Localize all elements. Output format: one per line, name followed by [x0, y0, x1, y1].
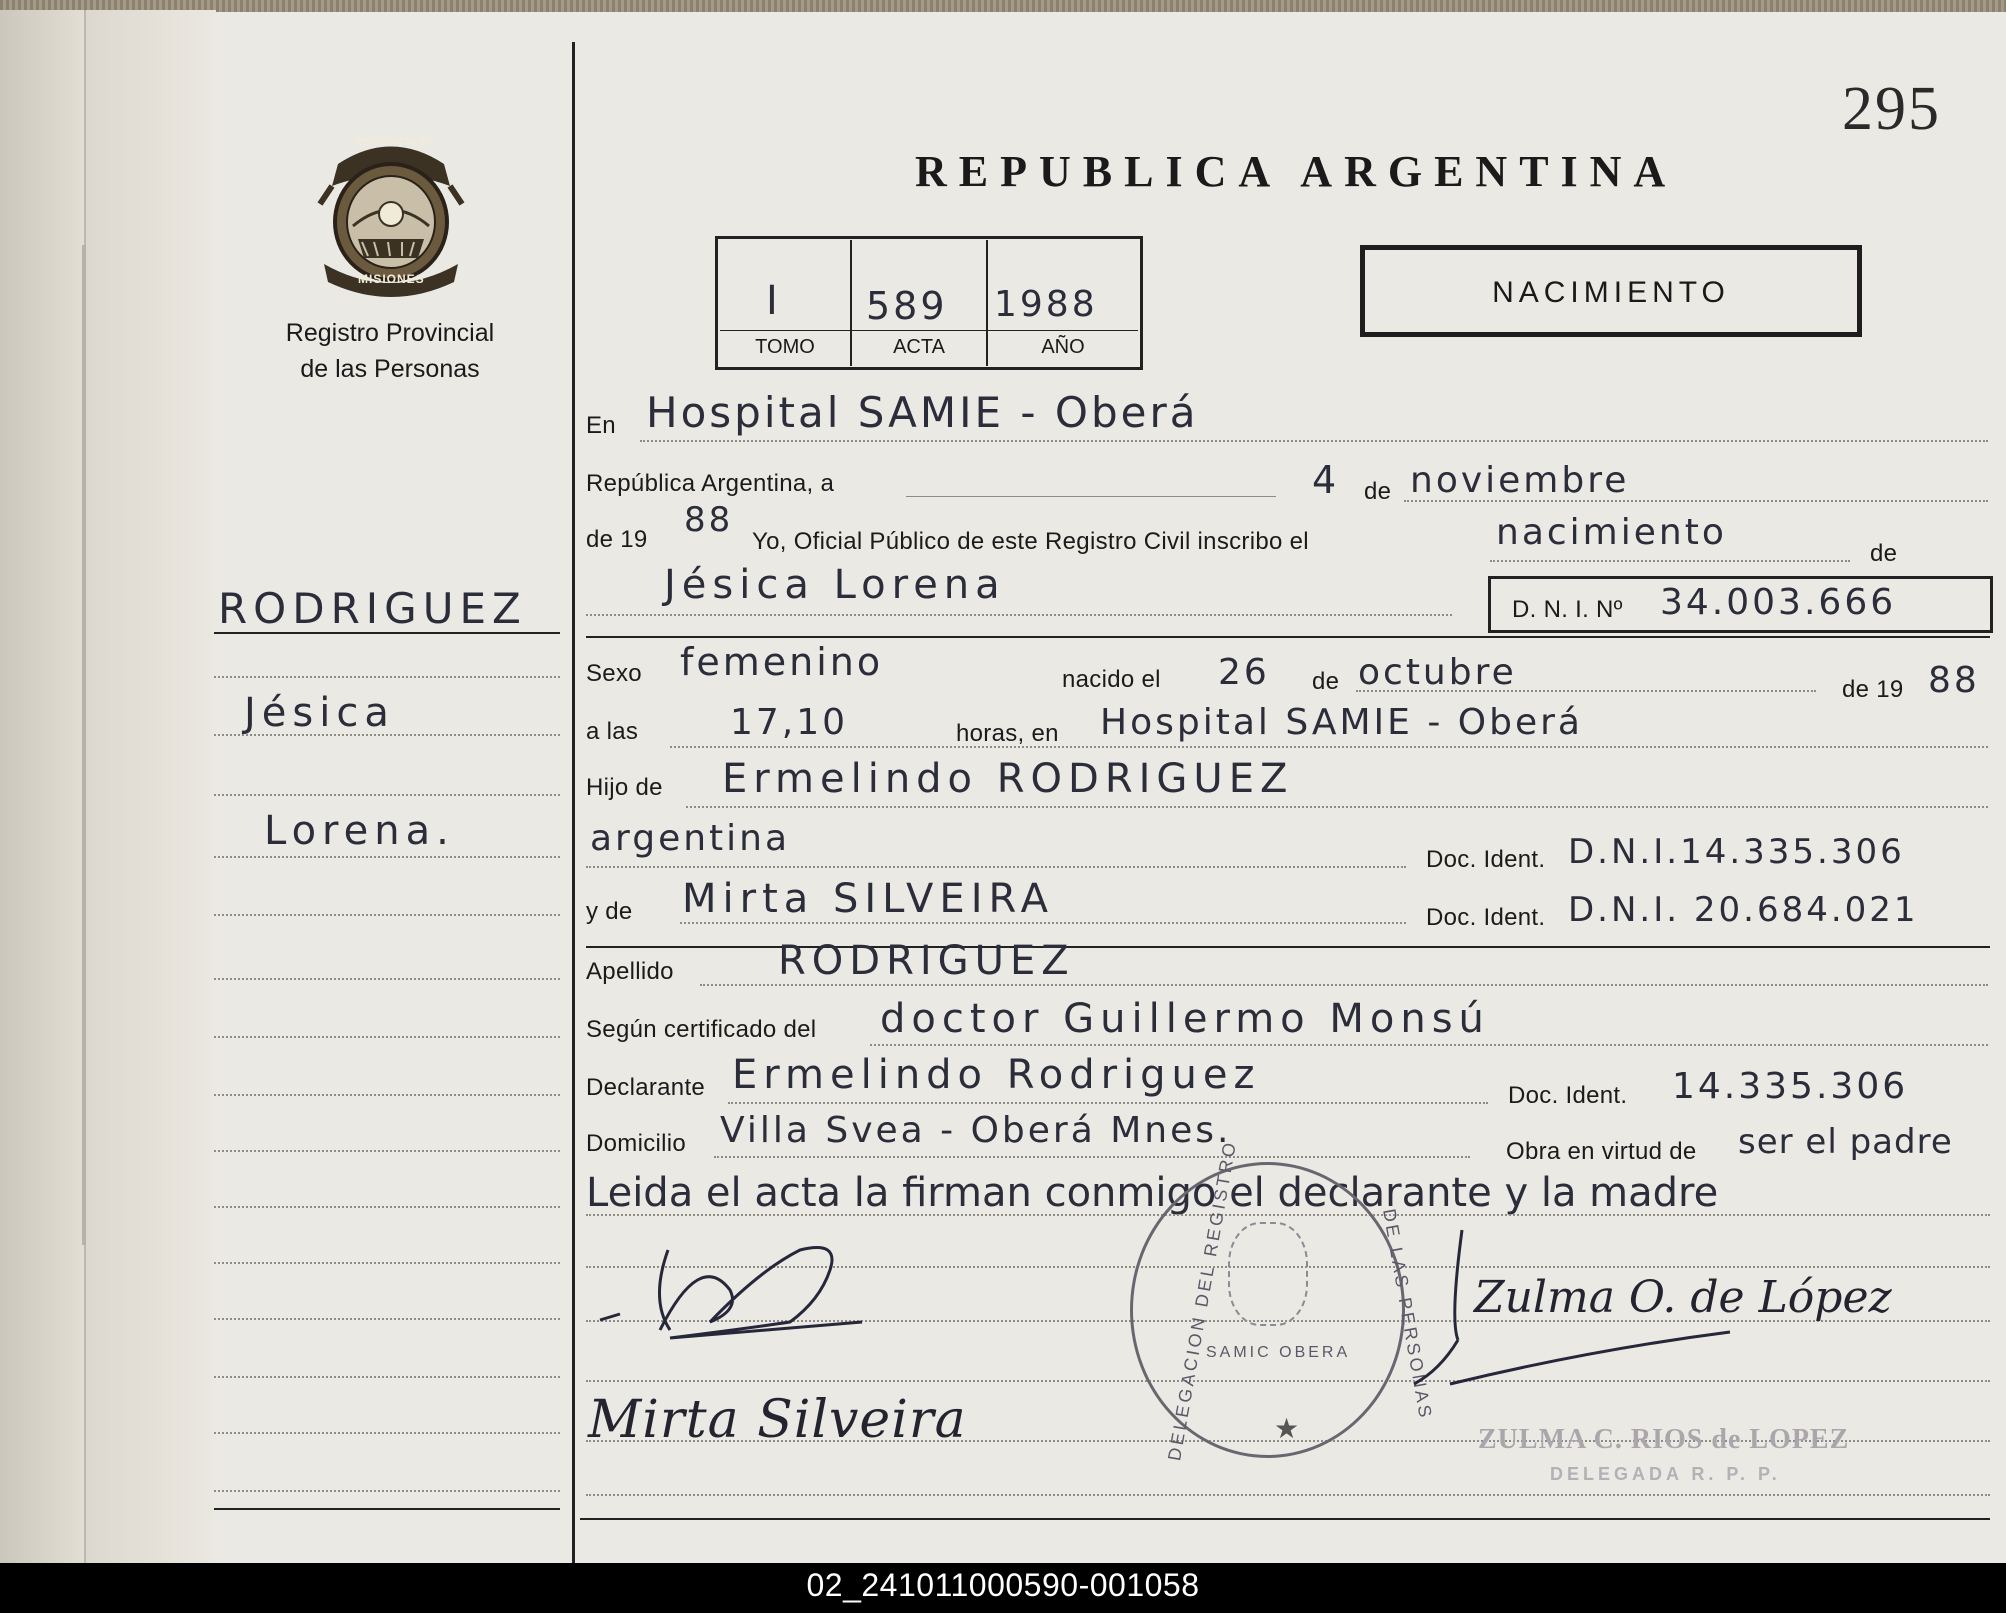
field-mes-nacimiento: octubre [1358, 652, 1517, 693]
field-sexo: femenino [680, 640, 884, 684]
label-domicilio: Domicilio [586, 1130, 687, 1157]
line-domicilio [714, 1156, 1470, 1158]
column-divider [572, 42, 575, 1563]
tomo-label: TOMO [755, 336, 815, 358]
field-leida-acta: Leida el acta la firman conmigo el declarante y la madre [586, 1170, 1719, 1216]
left-page [0, 10, 84, 1563]
margin-surname: RODRIGUEZ [218, 584, 527, 633]
field-nombre: Jésica Lorena [664, 562, 1006, 608]
label-nacido: nacido el [1062, 666, 1161, 693]
registry-line-1: Registro Provincial [285, 319, 495, 347]
tomo-value: I [766, 278, 781, 324]
line-padre [686, 806, 1988, 808]
label-de-1: de [1364, 478, 1392, 505]
delegate-name: ZULMA C. RIOS de LOPEZ [1478, 1424, 1850, 1455]
rule-after-name [586, 636, 1990, 638]
registry-line-2: de las Personas [300, 355, 480, 383]
stamp-text-left: DELEGACION DEL REGISTRO [1164, 1138, 1241, 1463]
page-number: 295 [1842, 75, 1941, 143]
label-horas-en: horas, en [956, 720, 1059, 747]
label-doc-ident-1: Doc. Ident. [1426, 846, 1546, 873]
line-apellido [700, 984, 1988, 986]
margin-name-2: Lorena. [264, 808, 455, 854]
field-dni: 34.003.666 [1660, 582, 1897, 623]
label-de-19: de 19 [586, 526, 648, 553]
label-yo-oficial: Yo, Oficial Público de este Registro Civil inscribo el [752, 528, 1309, 555]
margin-rule [214, 632, 560, 634]
line-mes [1404, 500, 1988, 502]
field-hora: 17,10 [730, 702, 849, 743]
field-doc-padre: D.N.I.14.335.306 [1568, 832, 1905, 872]
blank-line [586, 1494, 1990, 1496]
anio-value: 1988 [994, 284, 1098, 325]
margin-bottom-rule [214, 1508, 560, 1510]
margin-line [214, 794, 560, 796]
file-code-footer: 02_241011000590-001058 [0, 1563, 2006, 1613]
label-obra-en-virtud: Obra en virtud de [1506, 1138, 1697, 1165]
acta-label: ACTA [893, 336, 945, 358]
seal-bottom-text: MISIONES [358, 272, 425, 286]
label-en: En [586, 412, 616, 439]
line-mes-nac [1356, 690, 1816, 692]
field-nacionalidad: argentina [590, 818, 791, 859]
field-certificado: doctor Guillermo Monsú [880, 996, 1490, 1042]
margin-line [214, 676, 560, 678]
label-doc-ident-2: Doc. Ident. [1426, 904, 1546, 931]
label-de-3: de [1312, 668, 1340, 695]
field-obra: ser el padre [1738, 1122, 1953, 1162]
field-dia-inscripcion: 4 [1312, 458, 1340, 502]
field-inscribe: nacimiento [1496, 512, 1727, 553]
margin-line [214, 978, 560, 980]
label-de-19-b: de 19 [1842, 676, 1904, 703]
line-nacionalidad [586, 866, 1406, 868]
field-dia-nacimiento: 26 [1218, 652, 1270, 693]
seal-top-text: PROVINCIA DE [356, 136, 436, 148]
stamp-text-right: DE LAS PERSONAS [1379, 1207, 1436, 1422]
margin-line [214, 1036, 560, 1038]
line-en [640, 440, 1988, 442]
line-declarante [728, 1102, 1488, 1104]
label-a-las: a las [586, 718, 639, 745]
field-madre: Mirta SILVEIRA [682, 876, 1055, 922]
margin-line [214, 856, 560, 858]
label-dni: D. N. I. Nº [1512, 596, 1623, 623]
label-segun-certificado: Según certificado del [586, 1016, 817, 1043]
field-apellido: RODRIGUEZ [778, 938, 1075, 984]
mother-signature: Mirta Silveira [588, 1390, 967, 1450]
label-republica: República Argentina, a [586, 470, 835, 497]
line-certificado [870, 1044, 1988, 1046]
page-title: REPUBLICA ARGENTINA [915, 147, 1678, 196]
margin-line [214, 1432, 560, 1434]
margin-line [214, 1376, 560, 1378]
margin-line [214, 734, 560, 736]
margin-line [214, 1150, 560, 1152]
label-declarante: Declarante [586, 1074, 706, 1101]
box-rule [720, 330, 1138, 331]
field-declarante: Ermelindo Rodriguez [732, 1052, 1261, 1098]
delegate-role: DELEGADA R. P. P. [1550, 1464, 1781, 1484]
margin-line [214, 1094, 560, 1096]
line-republica [906, 496, 1276, 497]
line-lugar-nac [670, 746, 1988, 748]
margin-line [214, 1262, 560, 1264]
bottom-rule [580, 1518, 1990, 1520]
stamp-emblem-icon [1228, 1222, 1308, 1326]
field-mes-inscripcion: noviembre [1410, 460, 1630, 501]
anio-label: AÑO [1041, 336, 1085, 358]
line-nombre [586, 614, 1452, 616]
left-page-inner [84, 10, 216, 1563]
line-madre [680, 922, 1406, 924]
label-hijo-de: Hijo de [586, 774, 663, 801]
field-doc-declarante: 14.335.306 [1672, 1066, 1909, 1107]
field-lugar-nacimiento: Hospital SAMIE - Oberá [1100, 702, 1583, 743]
acta-value: 589 [866, 284, 948, 328]
field-doc-madre: D.N.I. 20.684.021 [1568, 890, 1919, 930]
stamp-star-icon: ★ [1274, 1413, 1300, 1444]
record-type-label: NACIMIENTO [1492, 276, 1730, 309]
label-de-2: de [1870, 540, 1898, 567]
field-anio-nacimiento: 88 [1928, 660, 1980, 701]
binding-thread [82, 245, 86, 1245]
misiones-seal-icon [318, 134, 464, 294]
line-inscribe [1490, 560, 1850, 562]
margin-line [214, 914, 560, 916]
margin-name-1: Jésica [244, 690, 395, 736]
label-apellido: Apellido [586, 958, 674, 985]
field-lugar-inscripcion: Hospital SAMIE - Oberá [646, 388, 1199, 437]
field-padre: Ermelindo RODRIGUEZ [722, 756, 1294, 802]
official-signature: Zulma O. de López [1474, 1272, 1892, 1323]
margin-line [214, 1318, 560, 1320]
stamp-text-bottom: SAMIC OBERA [1206, 1344, 1351, 1361]
field-domicilio: Villa Svea - Oberá Mnes. [720, 1110, 1232, 1151]
field-anio-inscripcion: 88 [684, 500, 734, 540]
margin-line [214, 1490, 560, 1492]
label-y-de: y de [586, 898, 633, 925]
label-sexo: Sexo [586, 660, 642, 687]
label-doc-ident-3: Doc. Ident. [1508, 1082, 1628, 1109]
margin-line [214, 1206, 560, 1208]
registry-name [250, 315, 530, 387]
declarant-signature [590, 1210, 870, 1350]
